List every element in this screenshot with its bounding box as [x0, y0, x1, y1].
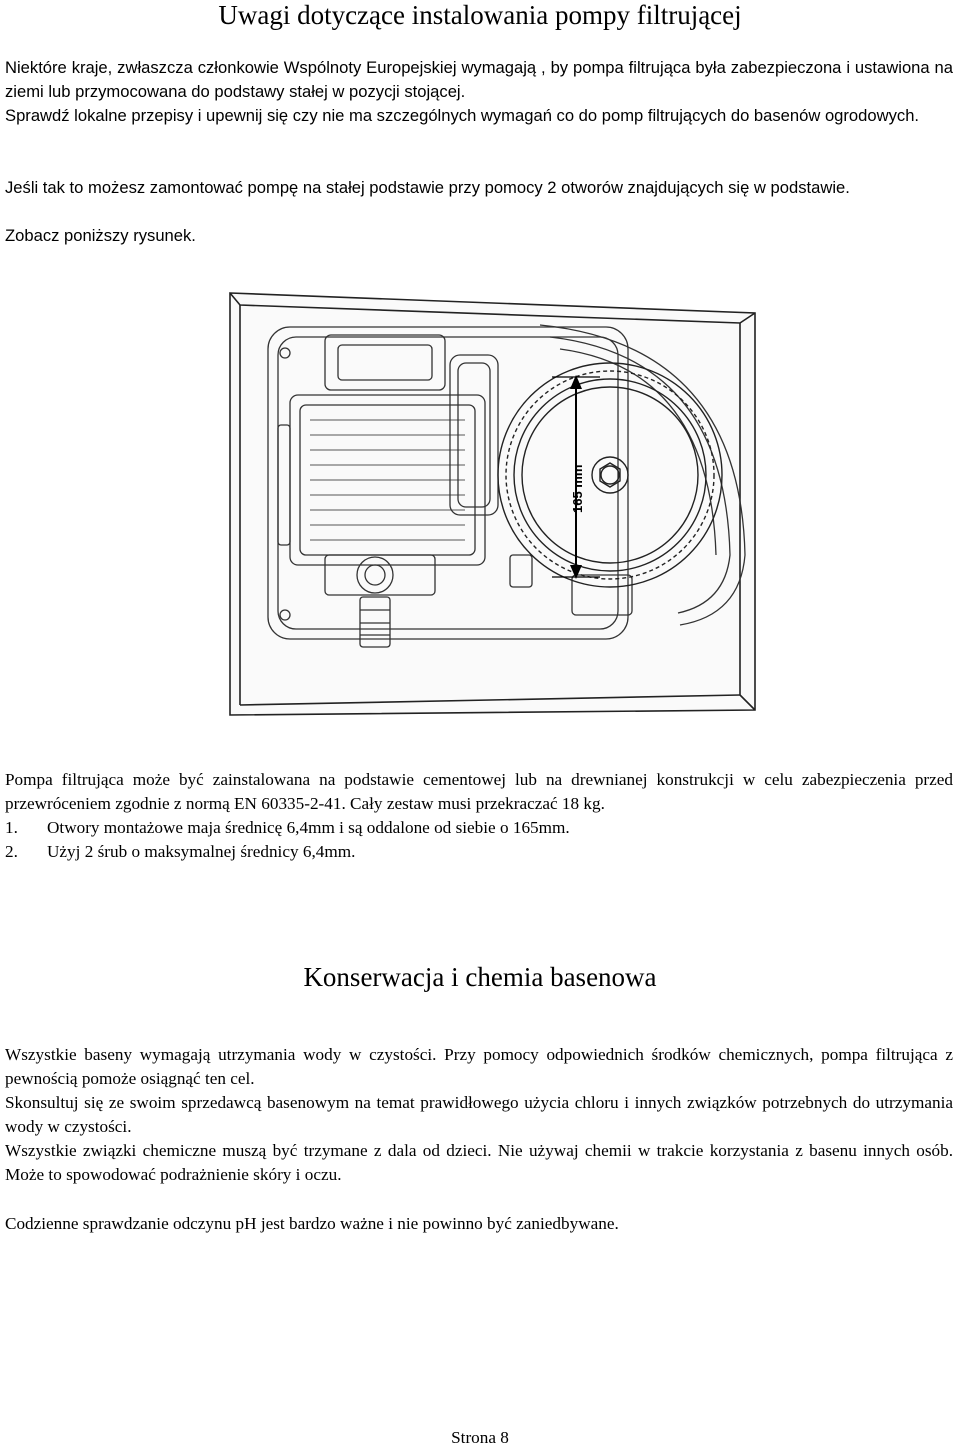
maintenance-paragraphs — [5, 1043, 953, 1187]
list-number: 2. — [5, 842, 18, 861]
list-number: 1. — [5, 818, 18, 837]
list-text: Otwory montażowe maja średnicę 6,4mm i są oddalone od siebie o 165mm. — [47, 818, 570, 837]
list-item — [5, 840, 953, 864]
list-text: Użyj 2 śrub o maksymalnej średnicy 6,4mm. — [47, 842, 356, 861]
section-title: Konserwacja i chemia basenowa — [303, 962, 657, 992]
page-title: Uwagi dotyczące instalowania pompy filtrującej — [218, 0, 742, 30]
intro-paragraph-1: Niektóre kraje, zwłaszcza członkowie Wspólnoty Europejskiej wymagają , by pompa filtrująca była zabezpieczona i ustawiona na ziemi lub przymocowana do podstawy stałej w pozycji stojącej. — [5, 58, 953, 101]
dimension-label: 165 mm — [570, 464, 585, 513]
intro-paragraph-4: Zobacz poniższy rysunek. — [5, 226, 196, 245]
maintenance-text-2: Skonsultuj się ze swoim sprzedawcą basenowym na temat prawidłowego użycia chloru i innych związków potrzebnych do utrzymania wody w czystości. — [5, 1093, 953, 1136]
maintenance-text-1: Wszystkie baseny wymagają utrzymania wody w czystości. Przy pomocy odpowiednich środków chemicznych, pompa filtrująca z pewnością pomoże osiągnąć ten cel. — [5, 1045, 953, 1088]
maintenance-text-3: Wszystkie związki chemiczne muszą być trzymane z dala od dzieci. Nie używaj chemii w trakcie korzystania z basenu innych osób. Może to spowodować podrażnienie skóry i oczu. — [5, 1141, 953, 1184]
list-item — [5, 816, 953, 840]
maintenance-text-4: Codzienne sprawdzanie odczynu pH jest bardzo ważne i nie powinno być zaniedbywane. — [5, 1214, 619, 1233]
intro-paragraph-3: Jeśli tak to możesz zamontować pompę na stałej podstawie przy pomocy 2 otworów znajdujących się w podstawie. — [5, 178, 850, 197]
pump-mounting-drawing — [220, 285, 780, 730]
page-number: Strona 8 — [451, 1428, 509, 1447]
install-paragraph — [5, 768, 953, 864]
install-text: Pompa filtrująca może być zainstalowana na podstawie cementowej lub na drewnianej konstrukcji w celu zabezpieczenia przed przewróceniem zgodnie z normą EN 60335-2-41. Cały zestaw musi przekraczać 18 kg. — [5, 770, 953, 813]
intro-paragraph-2: Sprawdź lokalne przepisy i upewnij się czy nie ma szczególnych wymagań co do pomp filtrujących do basenów ogrodowych. — [5, 106, 920, 125]
